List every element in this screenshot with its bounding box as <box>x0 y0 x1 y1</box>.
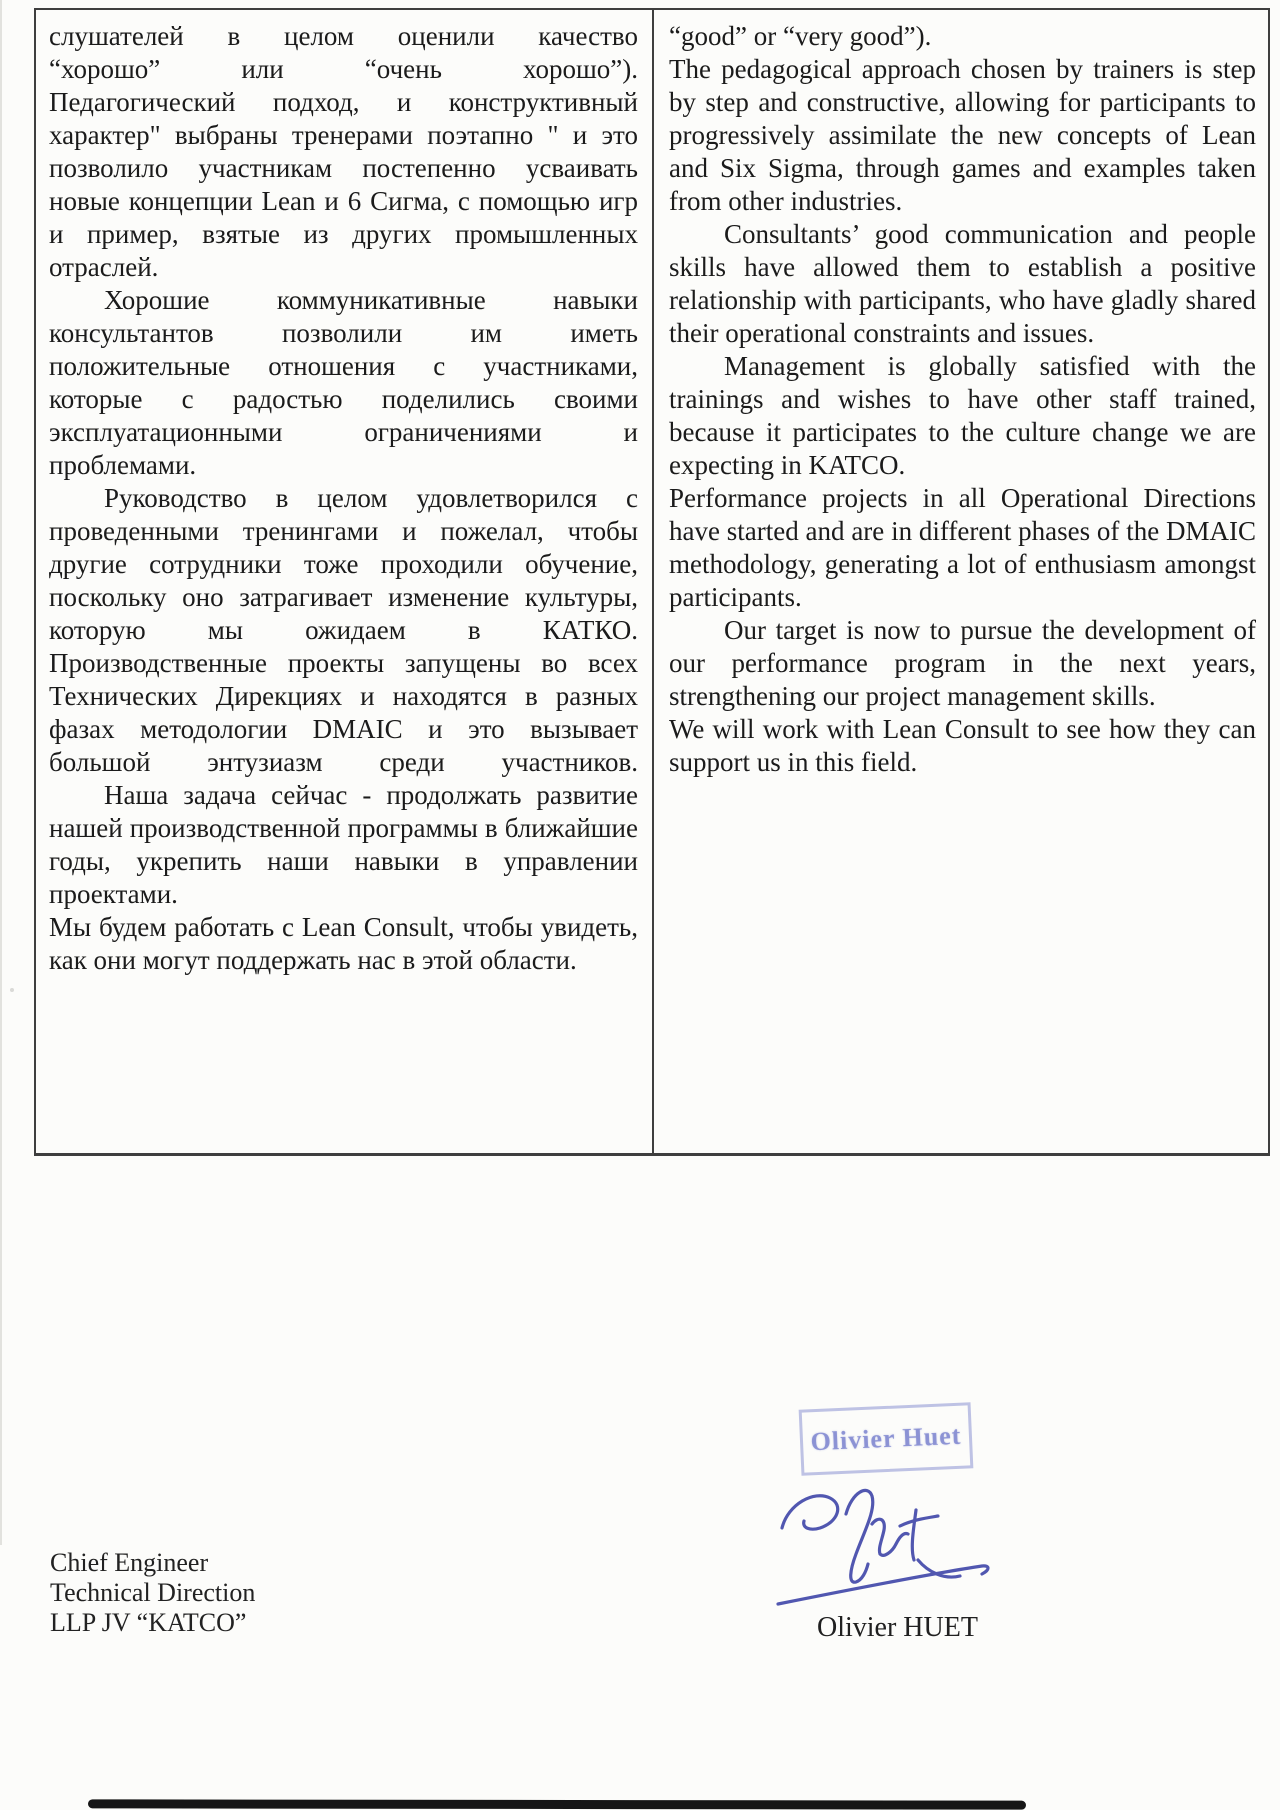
signatory-title-line: Technical Direction <box>50 1578 256 1607</box>
ru-paragraph-pedagogical-approach: Педагогический подход, и конструктивный характер" выбраны тренерами поэтапно " и это позволило участникам постепенно усваивать новые концепции Lean и 6 Сигма, с помощью игр и пример, взятые из других промышленных отраслей. <box>49 87 638 282</box>
ru-paragraph-management-satisfaction: Руководство в целом удовлетворился с проведенными тренингами и пожелал, чтобы другие сотрудники тоже проходили обучение, поскольку оно затрагивает изменение культуры, которую мы ожидаем в КАТКО. <box>49 483 638 645</box>
ru-paragraph-performance-projects: Производственные проекты запущены во всех Технических Дирекциях и находятся в разных фазах методологии DMAIC и это вызывает большой энтузиазм среди участников. <box>49 648 638 777</box>
en-paragraph-pedagogical-approach: The pedagogical approach chosen by trainers is step by step and constructive, allowing for participants to progressively assimilate the new concepts of Lean and Six Sigma, through games and examples taken from other industries. <box>669 54 1256 216</box>
en-paragraph-lean-consult: We will work with Lean Consult to see how they can support us in this field. <box>669 714 1256 777</box>
bilingual-translation-table <box>34 8 1270 1156</box>
signatory-title-block <box>50 1548 255 1638</box>
ru-paragraph-communication-skills: Хорошие коммуникативные навыки консультантов позволили им иметь положительные отношения с участниками, которые с радостью поделились своими эксплуатационными ограничениями и проблемами. <box>49 285 638 480</box>
ru-paragraph-target: Наша задача сейчас - продолжать развитие нашей производственной программы в ближайшие годы, укрепить наши навыки в управлении проектами. <box>49 780 638 909</box>
scan-bottom-edge-artifact <box>88 1799 1026 1809</box>
scan-left-edge-artifact <box>0 0 2 1545</box>
ru-paragraph-quality-line: “хорошо” или “очень хорошо”). <box>49 54 638 84</box>
scan-speckle-artifact <box>10 988 14 992</box>
english-column <box>654 10 1268 1153</box>
ru-paragraph-lean-consult: Мы будем работать с Lean Consult, чтобы увидеть, как они могут поддержать нас в этой области. <box>49 912 638 975</box>
name-stamp-text: Olivier Huet <box>809 1420 962 1457</box>
en-paragraph-communication-skills: Consultants’ good communication and people skills have allowed them to establish a positive relationship with participants, who have gladly shared their operational constraints and issues. <box>669 219 1256 348</box>
name-stamp <box>799 1402 974 1475</box>
en-paragraph-quality-line: “good” or “very good”). <box>669 21 932 51</box>
en-paragraph-target: Our target is now to pursue the development of our performance program in the next years, strengthening our project management skills. <box>669 615 1256 711</box>
ru-paragraph-quality-line: слушателей в целом оценили качество <box>49 21 638 51</box>
signatory-name: Olivier HUET <box>817 1612 978 1643</box>
handwritten-signature <box>768 1476 1020 1614</box>
signatory-title-line: LLP JV “KATCO” <box>50 1608 247 1637</box>
russian-column <box>36 10 654 1153</box>
en-paragraph-management-satisfaction: Management is globally satisfied with the trainings and wishes to have other staff trained, because it participates to the culture change we are expecting in KATCO. <box>669 351 1256 480</box>
signatory-title-line: Chief Engineer <box>50 1548 209 1577</box>
en-paragraph-performance-projects: Performance projects in all Operational Directions have started and are in different phases of the DMAIC methodology, generating a lot of enthusiasm amongst participants. <box>669 483 1256 612</box>
